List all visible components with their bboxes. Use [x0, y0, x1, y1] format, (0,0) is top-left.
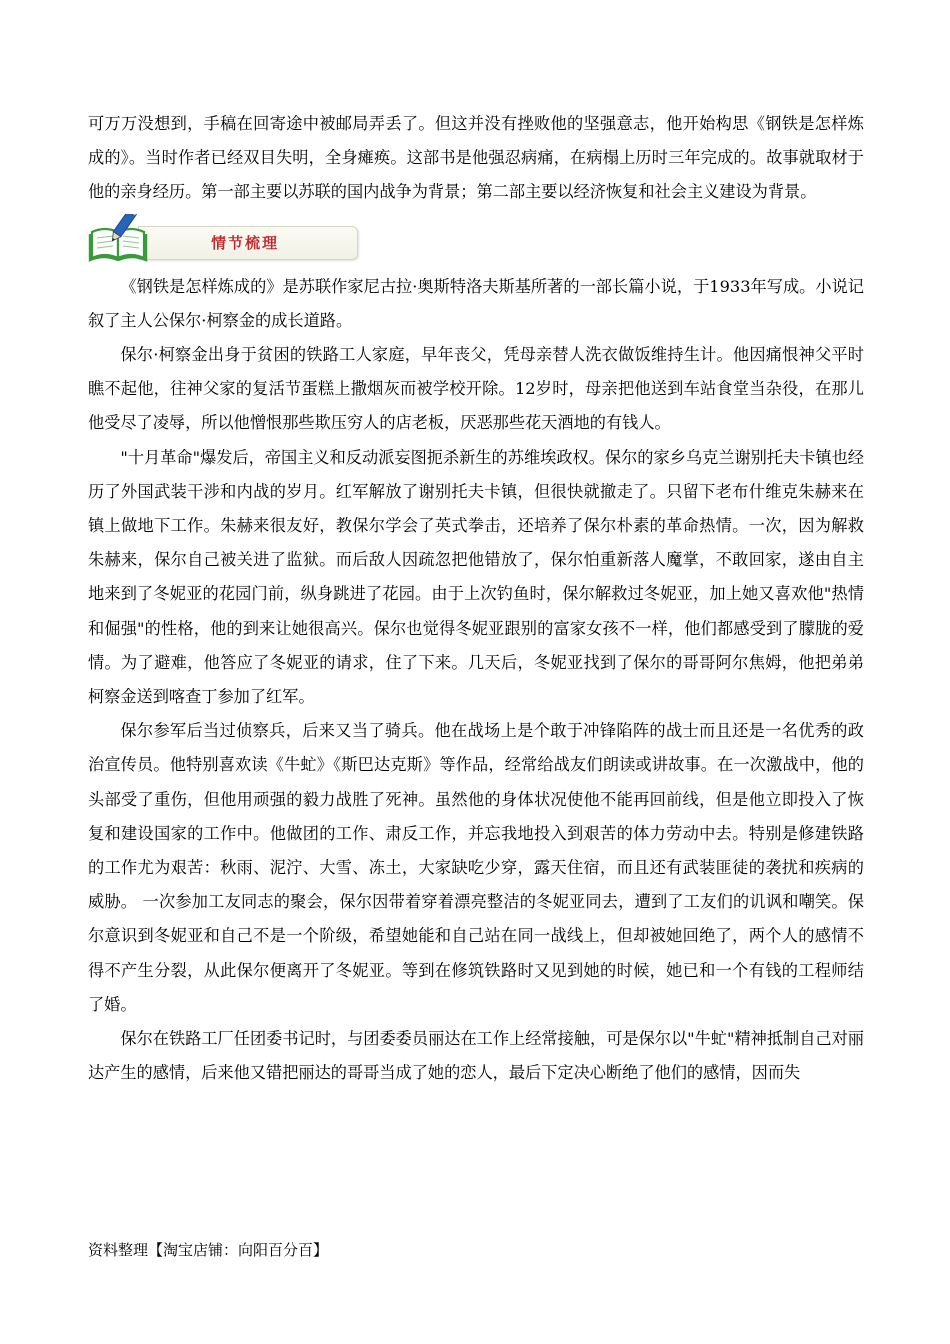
section-title-tab — [138, 226, 358, 260]
intro-paragraph: 可万万没想到，手稿在回寄途中被邮局弄丢了。但这并没有挫败他的坚强意志，他开始构思《钢铁是怎样炼成的》。当时作者已经双目失明，全身瘫痪。这部书是他强忍病痛，在病榻上历时三年完成的。故事就取材于他的亲身经历。第一部主要以苏联的国内战争为背景；第二部主要以经济恢复和社会主义建设为背景。 — [88, 114, 864, 202]
section-header — [88, 212, 864, 266]
paragraph-3: "十月革命"爆发后，帝国主义和反动派妄图扼杀新生的苏维埃政权。保尔的家乡乌克兰谢别托夫卡镇也经历了外国武装干涉和内战的岁月。红军解放了谢别托夫卡镇，但很快就撤走了。只留下老布什维克朱赫来在镇上做地下工作。朱赫来很友好，教保尔学会了英式拳击，还培养了保尔朴素的革命热情。一次，因为解救朱赫来，保尔自己被关进了监狱。而后敌人因疏忽把他错放了，保尔怕重新落人魔掌，不敢回家，遂由自主地来到了冬妮亚的花园门前，纵身跳进了花园。由于上次钓鱼时，保尔解救过冬妮亚，加上她又喜欢他"热情和倔强"的性格，他的到来让她很高兴。保尔也觉得冬妮亚跟别的富家女孩不一样，他们都感受到了朦胧的爱情。为了避难，他答应了冬妮亚的请求，住了下来。几天后，冬妮亚找到了保尔的哥哥阿尔焦姆，他把弟弟柯察金送到喀查丁参加了红军。 — [88, 447, 864, 707]
paragraph-4: 保尔参军后当过侦察兵，后来又当了骑兵。他在战场上是个敢于冲锋陷阵的战士而且还是一名优秀的政治宣传员。他特别喜欢读《牛虻》《斯巴达克斯》等作品，经常给战友们朗读或讲故事。在一次激战中，他的头部受了重伤，但他用顽强的毅力战胜了死神。虽然他的身体状况使他不能再回前线，但是他立即投入了恢复和建设国家的工作中。他做团的工作、肃反工作，并忘我地投入到艰苦的体力劳动中去。特别是修建铁路的工作尤为艰苦：秋雨、泥泞、大雪、冻土，大家缺吃少穿，露天住宿，而且还有武装匪徒的袭扰和疾病的威胁。 一次参加工友同志的聚会，保尔因带着穿着漂亮整洁的冬妮亚同去，遭到了工友们的讥讽和嘲笑。保尔意识到冬妮亚和自己不是一个阶级，希望她能和自己站在同一战线上，但却被她回绝了，两个人的感情不得不产生分裂，从此保尔便离开了冬妮亚。等到在修筑铁路时又见到她的时候，她已和一个有钱的工程师结了婚。 — [88, 721, 864, 1014]
document-body — [88, 107, 864, 1090]
paragraph-2: 保尔·柯察金出身于贫困的铁路工人家庭，早年丧父，凭母亲替人洗衣做饭维持生计。他因痛恨神父平时瞧不起他，往神父家的复活节蛋糕上撒烟灰而被学校开除。12岁时，母亲把他送到车站食堂当杂役，在那儿他受尽了凌辱，所以他憎恨那些欺压穷人的店老板，厌恶那些花天酒地的有钱人。 — [88, 345, 864, 433]
paragraph-1: 《钢铁是怎样炼成的》是苏联作家尼古拉·奥斯特洛夫斯基所著的一部长篇小说，于1933年写成。小说记叙了主人公保尔·柯察金的成长道路。 — [88, 276, 864, 330]
paragraph-5: 保尔在铁路工厂任团委书记时，与团委委员丽达在工作上经常接触，可是保尔以"牛虻"精神抵制自己对丽达产生的感情，后来他又错把丽达的哥哥当成了她的恋人，最后下定决心断绝了他们的感情，因而失 — [88, 1029, 864, 1083]
book-pencil-icon — [88, 214, 150, 262]
page-footer: 资料整理【淘宝店铺：向阳百分百】 — [88, 1241, 329, 1259]
section-title: 情节梳理 — [211, 233, 280, 252]
